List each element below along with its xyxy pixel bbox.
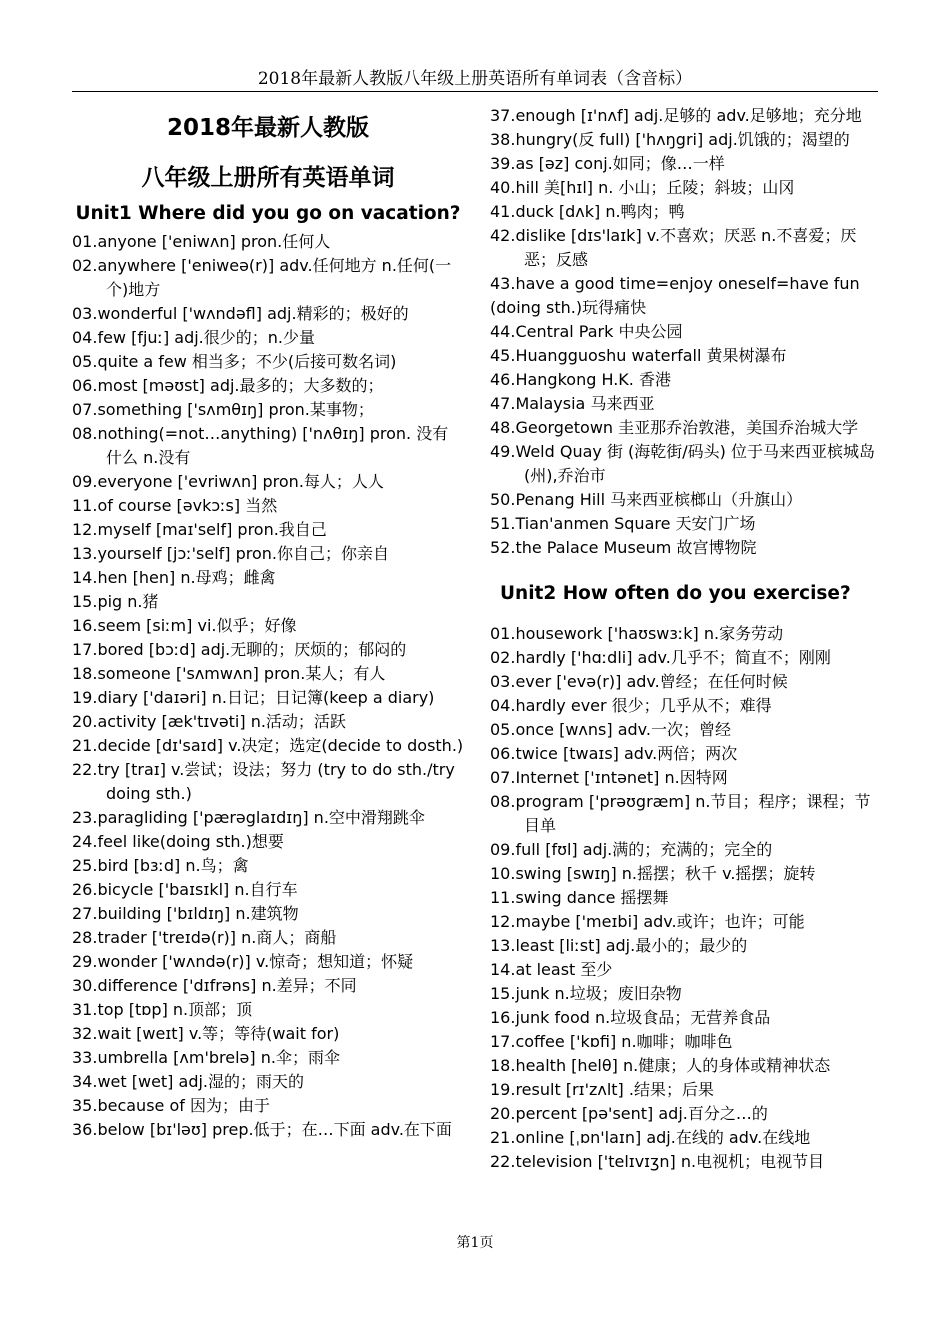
word-entry: 15.junk n.垃圾；废旧杂物: [490, 984, 682, 1003]
unit2-heading: Unit2 How often do you exercise?: [500, 583, 851, 604]
word-entry: 13.least [liːst] adj.最小的；最少的: [490, 936, 748, 955]
unit1-heading: Unit1 Where did you go on vacation?: [75, 203, 461, 224]
word-entry: 05.once [wʌns] adv.一次；曾经: [490, 720, 731, 739]
word-entry: 26.bicycle ['baɪsɪkl] n.自行车: [72, 880, 298, 899]
word-entry: 21.online [ˌɒn'laɪn] adj.在线的 adv.在线地: [490, 1128, 811, 1147]
word-entry: 14.at least 至少: [490, 960, 613, 979]
word-entry: 33.umbrella [ʌm'brelə] n.伞；雨伞: [72, 1048, 340, 1067]
word-entry: 15.pig n.猪: [72, 592, 159, 611]
word-entry: 44.Central Park 中央公园: [490, 322, 683, 341]
word-entry: 12.myself [maɪ'self] pron.我自己: [72, 520, 327, 539]
word-entry: 05.quite a few 相当多；不少(后接可数名词): [72, 352, 397, 371]
word-entry: 06.most [məʊst] adj.最多的；大多数的；: [72, 376, 384, 395]
word-entry: 42.dislike [dɪs'laɪk] v.不喜欢；厌恶 n.不喜爱；厌恶；反感: [490, 226, 857, 269]
word-entry: 30.difference ['dɪfrəns] n.差异；不同: [72, 976, 357, 995]
word-entry: 12.maybe ['meɪbi] adv.或许；也许；可能: [490, 912, 805, 931]
left-column: [72, 104, 464, 1142]
page-number: 第1页: [456, 1235, 494, 1251]
word-entry: 02.hardly ['hɑːdli] adv.几乎不；简直不；刚刚: [490, 648, 831, 667]
word-entry: 46.Hangkong H.K. 香港: [490, 370, 671, 389]
word-entry: 22.try [traɪ] v.尝试；设法；努力 (try to do sth./try doing sth.): [72, 760, 455, 803]
word-entry: 25.bird [bɜːd] n.鸟；禽: [72, 856, 249, 875]
word-entry: 48.Georgetown 圭亚那乔治敦港，美国乔治城大学: [490, 418, 859, 437]
page-header: 2018年最新人教版八年级上册英语所有单词表（含音标）: [257, 69, 693, 89]
word-entry: 13.yourself [jɔː'self] pron.你自己；你亲自: [72, 544, 390, 563]
unit2-word-list: [490, 622, 880, 1174]
word-entry: 02.anywhere ['eniweə(r)] adv.任何地方 n.任何(一个)地方: [72, 256, 452, 299]
word-entry: (doing sth.)玩得痛快: [490, 298, 647, 317]
word-entry: 11.of course [əvkɔːs] 当然: [72, 496, 278, 515]
header-divider: [72, 91, 878, 92]
word-entry: 04.hardly ever 很少；几乎从不；难得: [490, 696, 772, 715]
word-entry: 19.result [rɪ'zʌlt] .结果；后果: [490, 1080, 714, 1099]
unit1-word-list-continued: [490, 104, 880, 560]
word-entry: 49.Weld Quay 街 (海乾街/码头) 位于马来西亚槟城岛(州),乔治市: [490, 442, 876, 485]
document-title-line2: 八年级上册所有英语单词: [141, 165, 395, 191]
word-entry: 16.seem [siːm] vi.似乎；好像: [72, 616, 297, 635]
word-entry: 10.swing [swɪŋ] n.摇摆；秋千 v.摇摆；旋转: [490, 864, 816, 883]
word-entry: 41.duck [dʌk] n.鸭肉；鸭: [490, 202, 685, 221]
word-entry: 51.Tian'anmen Square 天安门广场: [490, 514, 756, 533]
word-entry: 17.bored [bɔːd] adj.无聊的；厌烦的；郁闷的: [72, 640, 407, 659]
word-entry: 35.because of 因为；由于: [72, 1096, 270, 1115]
word-entry: 27.building ['bɪldɪŋ] n.建筑物: [72, 904, 299, 923]
word-entry: 18.health [helθ] n.健康；人的身体或精神状态: [490, 1056, 831, 1075]
document-title-line1: 2018年最新人教版: [166, 115, 369, 141]
word-entry: 40.hill 美[hɪl] n. 小山；丘陵；斜坡；山冈: [490, 178, 795, 197]
word-entry: 11.swing dance 摇摆舞: [490, 888, 669, 907]
word-entry: 22.television ['telɪvɪʒn] n.电视机；电视节目: [490, 1152, 825, 1171]
word-entry: 03.ever ['evə(r)] adv.曾经；在任何时候: [490, 672, 788, 691]
word-entry: 19.diary ['daɪəri] n.日记；日记簿(keep a diary): [72, 688, 435, 707]
right-column: [490, 104, 880, 1174]
word-entry: 47.Malaysia 马来西亚: [490, 394, 655, 413]
word-entry: 52.the Palace Museum 故宫博物院: [490, 538, 757, 557]
word-entry: 08.program ['prəʊgræm] n.节目；程序；课程；节目单: [490, 792, 871, 835]
word-entry: 29.wonder ['wʌndə(r)] v.惊奇；想知道；怀疑: [72, 952, 414, 971]
word-entry: 01.housework ['haʊswɜːk] n.家务劳动: [490, 624, 784, 643]
word-entry: 39.as [əz] conj.如同；像…一样: [490, 154, 725, 173]
word-entry: 14.hen [hen] n.母鸡；雌禽: [72, 568, 276, 587]
unit1-word-list: [72, 230, 464, 1142]
word-entry: 37.enough [ɪ'nʌf] adj.足够的 adv.足够地；充分地: [490, 106, 862, 125]
word-entry: 07.Internet ['ɪntənet] n.因特网: [490, 768, 728, 787]
word-entry: 45.Huangguoshu waterfall 黄果树瀑布: [490, 346, 787, 365]
word-entry: 23.paragliding ['pærəglaɪdɪŋ] n.空中滑翔跳伞: [72, 808, 425, 827]
word-entry: 32.wait [weɪt] v.等；等待(wait for): [72, 1024, 340, 1043]
word-entry: 16.junk food n.垃圾食品；无营养食品: [490, 1008, 771, 1027]
word-entry: 20.percent [pə'sent] adj.百分之…的: [490, 1104, 768, 1123]
word-entry: 38.hungry(反 full) ['hʌŋgri] adj.饥饿的；渴望的: [490, 130, 850, 149]
word-entry: 18.someone ['sʌmwʌn] pron.某人；有人: [72, 664, 386, 683]
word-entry: 21.decide [dɪ'saɪd] v.决定；选定(decide to dosth.): [72, 736, 464, 755]
word-entry: 03.wonderful ['wʌndəfl] adj.精彩的；极好的: [72, 304, 409, 323]
word-entry: 50.Penang Hill 马来西亚槟榔山（升旗山）: [490, 490, 803, 509]
word-entry: 06.twice [twaɪs] adv.两倍；两次: [490, 744, 738, 763]
word-entry: 08.nothing(=not…anything) ['nʌθɪŋ] pron. 没有什么 n.没有: [72, 424, 449, 467]
word-entry: 31.top [tɒp] n.顶部；顶: [72, 1000, 253, 1019]
word-entry: 09.everyone ['evriwʌn] pron.每人；人人: [72, 472, 384, 491]
word-entry: 43.have a good time=enjoy oneself=have fun: [490, 274, 860, 293]
word-entry: 17.coffee ['kɒfi] n.咖啡；咖啡色: [490, 1032, 733, 1051]
word-entry: 04.few [fjuː] adj.很少的；n.少量: [72, 328, 315, 347]
word-entry: 07.something ['sʌmθɪŋ] pron.某事物；: [72, 400, 374, 419]
word-entry: 34.wet [wet] adj.湿的；雨天的: [72, 1072, 305, 1091]
word-entry: 24.feel like(doing sth.)想要: [72, 832, 284, 851]
word-entry: 01.anyone ['eniwʌn] pron.任何人: [72, 232, 331, 251]
word-entry: 20.activity [æk'tɪvəti] n.活动；活跃: [72, 712, 346, 731]
word-entry: 28.trader ['treɪdə(r)] n.商人；商船: [72, 928, 337, 947]
word-entry: 36.below [bɪ'ləʊ] prep.低于；在…下面 adv.在下面: [72, 1120, 452, 1139]
word-entry: 09.full [fʊl] adj.满的；充满的；完全的: [490, 840, 773, 859]
